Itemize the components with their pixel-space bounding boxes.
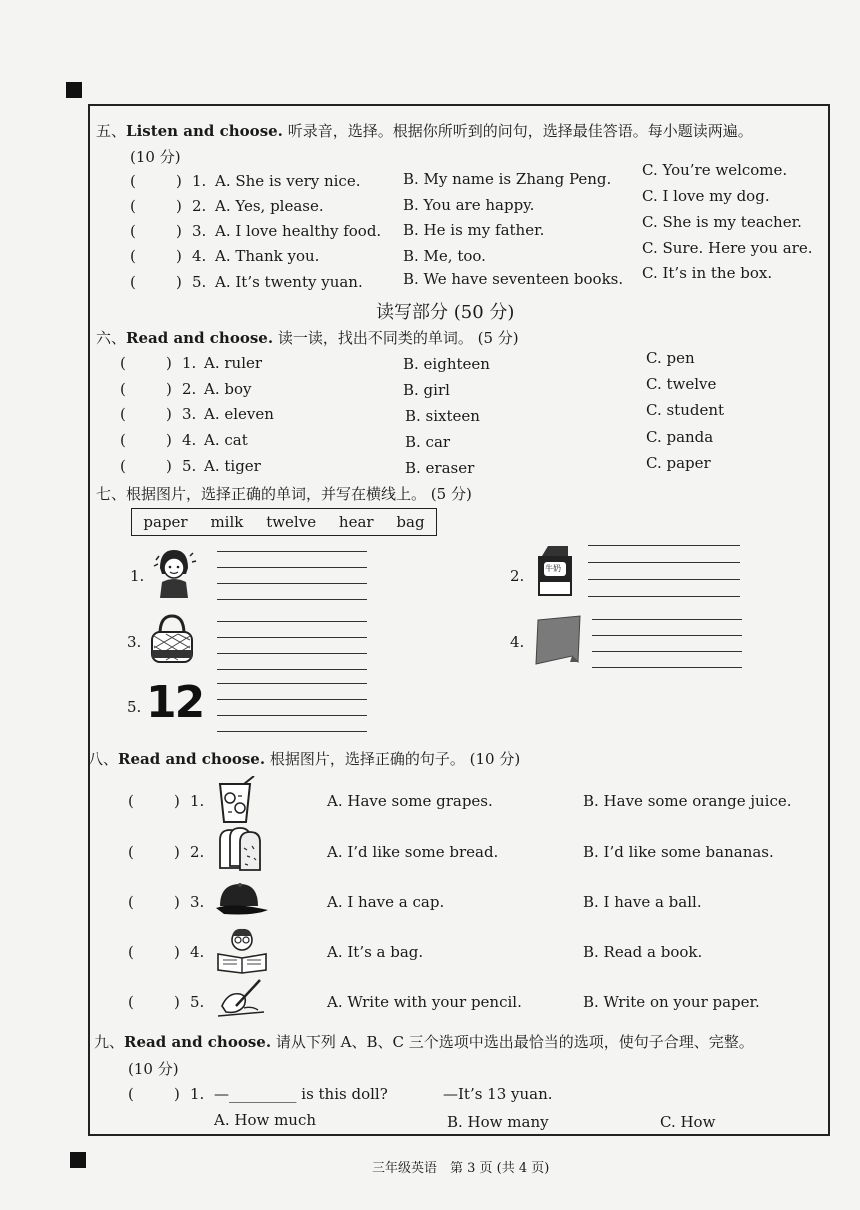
answer-paren-close: ) (166, 431, 172, 449)
question-number: 4. (190, 943, 205, 961)
answer-line[interactable] (592, 651, 742, 652)
option-a: A. Have some grapes. (327, 792, 493, 810)
question-text: —_________ is this doll? (214, 1085, 388, 1103)
option-b: B. You are happy. (403, 196, 535, 214)
section6-number: 六、 (96, 329, 127, 347)
option-c: C. student (646, 401, 725, 419)
option-c: C. pen (646, 349, 695, 367)
option-b: B. eighteen (403, 355, 490, 373)
answer-paren-open[interactable]: ( (120, 405, 126, 423)
option-a: A. tiger (204, 457, 261, 475)
option-b: B. I have a ball. (583, 893, 702, 911)
option-c: C. paper (646, 454, 711, 472)
answer-paren-close: ) (176, 197, 182, 215)
option-a: A. Write with your pencil. (327, 993, 522, 1011)
answer-line[interactable] (588, 545, 740, 546)
reading-writing-part-title: 读写部分 (50 分) (376, 302, 515, 323)
option-c: C. twelve (646, 375, 717, 393)
answer-paren-open[interactable]: ( (120, 380, 126, 398)
option-b: B. sixteen (405, 407, 480, 425)
answer-line[interactable] (217, 731, 367, 732)
answer-paren-close: ) (166, 380, 172, 398)
answer-paren-open[interactable]: ( (128, 792, 134, 810)
section7-score: (5 分) (430, 485, 472, 503)
option-c: C. You’re welcome. (642, 161, 788, 179)
answer-paren-open[interactable]: ( (130, 172, 136, 190)
answer-paren-open[interactable]: ( (130, 197, 136, 215)
section9-title-en: Read and choose. (124, 1033, 272, 1051)
option-c: C. panda (646, 428, 714, 446)
option-b: B. I’d like some bananas. (583, 843, 774, 861)
bread-icon (214, 826, 266, 872)
option-a: A. boy (204, 380, 252, 398)
answer-paren-open[interactable]: ( (120, 431, 126, 449)
option-b: B. eraser (405, 459, 475, 477)
answer-line[interactable] (588, 596, 740, 597)
question-number: 4. (182, 431, 197, 449)
answer-line[interactable] (217, 715, 367, 716)
answer-paren-open[interactable]: ( (128, 943, 134, 961)
picture-label: 4. (510, 633, 525, 651)
option-b: B. girl (403, 381, 450, 399)
answer-paren-close: ) (174, 893, 180, 911)
section6-title-en: Read and choose. (126, 329, 274, 347)
corner-mark-top (66, 82, 82, 98)
answer-line[interactable] (217, 551, 367, 552)
word-bank-item: milk (210, 513, 244, 531)
section5-heading (96, 120, 753, 141)
option-b: B. Read a book. (583, 943, 703, 961)
page-footer: 三年级英语 第 3 页 (共 4 页) (372, 1161, 550, 1176)
answer-paren-close: ) (174, 993, 180, 1011)
picture-label: 2. (510, 567, 525, 585)
answer-paren-close: ) (176, 273, 182, 291)
answer-line[interactable] (588, 579, 740, 580)
word-bank (131, 508, 437, 536)
option-b: B. We have seventeen books. (403, 270, 624, 288)
option-b: B. He is my father. (403, 221, 545, 239)
option-c: C. Sure. Here you are. (642, 239, 813, 257)
hand-writing-icon (214, 976, 268, 1020)
section8-score: (10 分) (469, 750, 521, 768)
answer-line[interactable] (217, 653, 367, 654)
answer-paren-open[interactable]: ( (130, 247, 136, 265)
option-b: B. Write on your paper. (583, 993, 760, 1011)
question-number: 5. (192, 273, 207, 291)
answer-paren-open[interactable]: ( (128, 843, 134, 861)
question-number: 1. (182, 354, 197, 372)
answer-paren-open[interactable]: ( (128, 893, 134, 911)
word-bank-item: bag (396, 513, 425, 531)
section6-instruction: 读一读，找出不同类的单词。 (277, 329, 473, 347)
picture-label: 3. (127, 633, 142, 651)
answer-paren-close: ) (174, 792, 180, 810)
option-a: A. I love healthy food. (215, 222, 382, 240)
option-a: A. How much (214, 1111, 317, 1129)
answer-paren-open[interactable]: ( (130, 222, 136, 240)
option-b: B. Have some orange juice. (583, 792, 792, 810)
answer-paren-close: ) (166, 354, 172, 372)
section5-title-en: Listen and choose. (126, 122, 283, 140)
option-c: C. It’s in the box. (642, 264, 773, 282)
option-b: B. car (405, 433, 451, 451)
option-c: C. How (660, 1113, 716, 1131)
answer-paren-close: ) (166, 405, 172, 423)
option-a: A. I have a cap. (327, 893, 445, 911)
section6-heading (96, 327, 519, 348)
question-number: 3. (192, 222, 207, 240)
answer-line[interactable] (217, 599, 367, 600)
answer-line[interactable] (592, 619, 742, 620)
word-bank-item: twelve (266, 513, 317, 531)
section5-number: 五、 (96, 122, 127, 140)
question-number: 2. (190, 843, 205, 861)
answer-paren-close: ) (176, 222, 182, 240)
paper-icon (532, 614, 584, 668)
answer-line[interactable] (217, 669, 367, 670)
answer-paren-close: ) (176, 247, 182, 265)
option-b: B. My name is Zhang Peng. (403, 170, 612, 188)
option-a: A. It’s twenty yuan. (215, 273, 363, 291)
section8-number: 八、 (88, 750, 119, 768)
option-b: B. How many (447, 1113, 549, 1131)
question-number: 2. (182, 380, 197, 398)
answer-paren-close: ) (176, 172, 182, 190)
question-number: 1. (192, 172, 207, 190)
section9-number: 九、 (94, 1033, 125, 1051)
number-twelve-picture: 12 (146, 677, 204, 728)
answer-line[interactable] (588, 562, 740, 563)
section7-instruction: 七、根据图片，选择正确的单词，并写在横线上。 (96, 485, 427, 503)
option-a: A. Thank you. (215, 247, 320, 265)
question-number: 5. (182, 457, 197, 475)
question-number: 2. (192, 197, 207, 215)
section9-heading (94, 1031, 754, 1052)
question-number: 5. (190, 993, 205, 1011)
question-number: 3. (190, 893, 205, 911)
option-a: A. I’d like some bread. (327, 843, 499, 861)
answer-paren-open[interactable]: ( (120, 457, 126, 475)
section9-instruction: 请从下列 A、B、C 三个选项中选出最恰当的选项，使句子合理、完整。 (275, 1033, 754, 1051)
word-bank-item: hear (338, 513, 374, 531)
answer-paren-open[interactable]: ( (120, 354, 126, 372)
picture-label: 1. (130, 567, 145, 585)
option-b: B. Me, too. (403, 247, 486, 265)
option-a: A. ruler (204, 354, 263, 372)
option-a: A. It’s a bag. (327, 943, 424, 961)
answer-line[interactable] (592, 667, 742, 668)
section8-instruction: 根据图片，选择正确的句子。 (269, 750, 465, 768)
section6-score: (5 分) (477, 329, 519, 347)
question-number: 3. (182, 405, 197, 423)
answer-line[interactable] (217, 567, 367, 568)
question-number: 1. (190, 1085, 205, 1103)
cap-icon (214, 880, 270, 920)
section7-heading (96, 483, 472, 504)
answer-line[interactable] (592, 635, 742, 636)
girl-listening-icon (150, 546, 198, 600)
answer-line[interactable] (217, 637, 367, 638)
picture-label: 5. (127, 698, 142, 716)
answer-paren-open[interactable]: ( (128, 1085, 134, 1103)
answer-paren-open[interactable]: ( (128, 993, 134, 1011)
question-number: 1. (190, 792, 205, 810)
section9-score: (10 分) (128, 1060, 179, 1078)
section8-heading (88, 748, 520, 769)
option-c: C. She is my teacher. (642, 213, 802, 231)
juice-glass-icon (214, 776, 260, 824)
section5-score: (10 分) (130, 148, 181, 166)
answer-text: —It’s 13 yuan. (443, 1085, 553, 1103)
answer-line[interactable] (217, 683, 367, 684)
answer-paren-open[interactable]: ( (130, 273, 136, 291)
boy-reading-icon (214, 926, 270, 974)
bag-icon (148, 612, 196, 664)
question-number: 4. (192, 247, 207, 265)
answer-paren-close: ) (174, 1085, 180, 1103)
corner-mark-bottom (70, 1152, 86, 1168)
option-a: A. eleven (204, 405, 274, 423)
option-a: A. Yes, please. (215, 197, 324, 215)
option-c: C. I love my dog. (642, 187, 770, 205)
answer-paren-close: ) (166, 457, 172, 475)
answer-line[interactable] (217, 583, 367, 584)
option-a: A. She is very nice. (215, 172, 361, 190)
section5-instruction: 听录音，选择。根据你所听到的问句，选择最佳答语。每小题读两遍。 (287, 122, 753, 140)
answer-paren-close: ) (174, 943, 180, 961)
answer-paren-close: ) (174, 843, 180, 861)
answer-line[interactable] (217, 699, 367, 700)
option-a: A. cat (204, 431, 248, 449)
section8-title-en: Read and choose. (118, 750, 266, 768)
word-bank-item: paper (143, 513, 188, 531)
answer-line[interactable] (217, 621, 367, 622)
milk-label: 牛奶 (545, 564, 561, 573)
